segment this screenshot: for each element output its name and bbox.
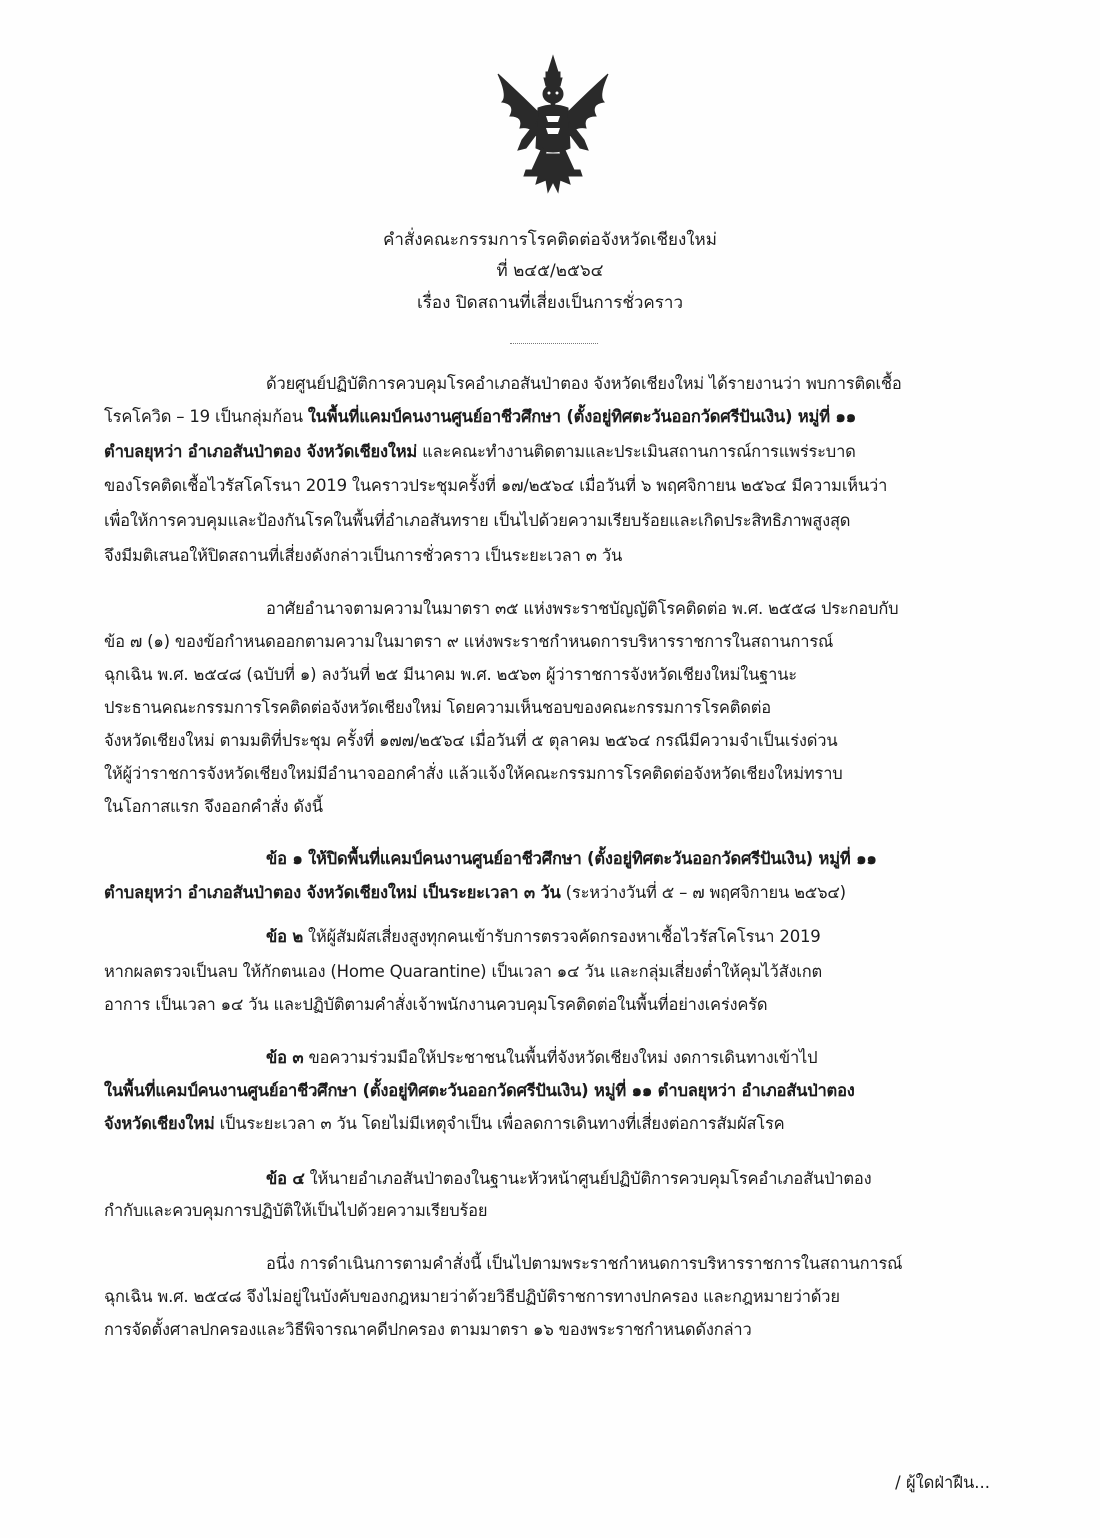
text-segment: ของโรคติดเชื้อไวรัสโคโรนา 2019 ในคราวประชุมครั้งที่ ๑๗/๒๕๖๔ เมื่อวันที่ ๖ พฤศจิกายน ๒๕๖๔ มีความเห็นว่า	[104, 476, 888, 495]
item1-line-1	[266, 848, 877, 870]
text-segment: จึงมีมติเสนอให้ปิดสถานที่เสี่ยงดังกล่าวเป็นการชั่วคราว เป็นระยะเวลา ๓ วัน	[104, 546, 623, 565]
text-segment-bold: ในพื้นที่แคมป์คนงานศูนย์อาชีวศึกษา (ตั้งอยู่ทิศตะวันออกวัดศรีปันเงิน) หมู่ที่ ๑๑ ตำบลยุหว่า อำเภอสันป่าตอง	[104, 1081, 855, 1100]
p1-line-6	[104, 545, 622, 567]
text-segment-bold: ในพื้นที่แคมป์คนงานศูนย์อาชีวศึกษา (ตั้งอยู่ทิศตะวันออกวัดศรีปันเงิน) หมู่ที่ ๑๑	[307, 407, 856, 426]
text-segment-bold: จังหวัดเชียงใหม่	[104, 1114, 215, 1133]
item4-line-1	[266, 1168, 872, 1190]
p1-line-4	[104, 475, 887, 497]
item3-line-3	[104, 1113, 785, 1135]
p2-line-7: ในโอกาสแรก จึงออกคำสั่ง ดังนี้	[104, 797, 323, 816]
p2-line-3: ฉุกเฉิน พ.ศ. ๒๕๔๘ (ฉบับที่ ๑) ลงวันที่ ๒๕ มีนาคม พ.ศ. ๒๕๖๓ ผู้ว่าราชการจังหวัดเชียงใหม่ในฐานะ	[104, 665, 797, 684]
p2-line-6: ให้ผู้ว่าราชการจังหวัดเชียงใหม่มีอำนาจออกคำสั่ง แล้วแจ้งให้คณะกรรมการโรคติดต่อจังหวัดเชียงใหม่ทราบ	[104, 764, 843, 783]
item-number: ข้อ ๔	[266, 1169, 305, 1188]
p2-line-2: ข้อ ๗ (๑) ของข้อกำหนดออกตามความในมาตรา ๙ แห่งพระราชกำหนดการบริหารราชการในสถานการณ์	[104, 632, 834, 651]
text-segment: อาการ เป็นเวลา ๑๔ วัน และปฏิบัติตามคำสั่งเจ้าพนักงานควบคุมโรคติดต่อในพื้นที่อย่างเคร่งครัด	[104, 995, 768, 1014]
header-divider	[510, 343, 598, 344]
p2-line-5: จังหวัดเชียงใหม่ ตามมติที่ประชุม ครั้งที่ ๑๗๗/๒๕๖๔ เมื่อวันที่ ๕ ตุลาคม ๒๕๖๔ กรณีมีความจำเป็นเร่งด่วน	[104, 731, 838, 750]
p-last-line-1: อนึ่ง การดำเนินการตามคำสั่งนี้ เป็นไปตามพระราชกำหนดการบริหารราชการในสถานการณ์	[266, 1254, 903, 1273]
item4-line-2	[104, 1200, 487, 1222]
item3-line-2	[104, 1080, 855, 1102]
text-segment: ขอความร่วมมือให้ประชาชนในพื้นที่จังหวัดเชียงใหม่ งดการเดินทางเข้าไป	[303, 1048, 818, 1067]
item-number: ข้อ ๒	[266, 927, 304, 946]
p1-line-1	[266, 373, 902, 395]
item2-line-2	[104, 961, 822, 983]
p-last-line-3: การจัดตั้งศาลปกครองและวิธีพิจารณาคดีปกครอง ตามมาตรา ๑๖ ของพระราชกำหนดดังกล่าว	[104, 1320, 752, 1339]
p1-line-5	[104, 510, 850, 532]
item-number: ข้อ ๓	[266, 1048, 304, 1067]
text-segment-bold: ข้อ ๑ ให้ปิดพื้นที่แคมป์คนงานศูนย์อาชีวศึกษา (ตั้งอยู่ทิศตะวันออกวัดศรีปันเงิน) หมู่ที่ ๑๑	[266, 849, 877, 868]
item3-line-1	[266, 1047, 817, 1069]
text-segment-bold: ตำบลยุหว่า อำเภอสันป่าตอง จังหวัดเชียงใหม่	[104, 442, 418, 461]
item1-line-2	[104, 882, 846, 904]
text-segment: และคณะทำงานติดตามและประเมินสถานการณ์การแพร่ระบาด	[417, 442, 856, 461]
p1-line-3	[104, 441, 856, 463]
p1-line-2	[104, 406, 856, 428]
text-segment: หากผลตรวจเป็นลบ ให้กักตนเอง (Home Quarantine) เป็นเวลา ๑๔ วัน และกลุ่มเสี่ยงต่ำให้คุมไว้สังเกต	[104, 962, 823, 981]
garuda-emblem-icon	[488, 52, 618, 200]
order-title: คำสั่งคณะกรรมการโรคติดต่อจังหวัดเชียงใหม่	[383, 230, 717, 250]
order-number: ที่ ๒๔๕/๒๕๖๔	[496, 261, 604, 281]
order-subject: เรื่อง ปิดสถานที่เสี่ยงเป็นการชั่วคราว	[416, 293, 684, 313]
text-segment: (ระหว่างวันที่ ๕ – ๗ พฤศจิกายน ๒๕๖๔)	[560, 883, 846, 902]
p2-line-1: อาศัยอำนาจตามความในมาตรา ๓๕ แห่งพระราชบัญญัติโรคติดต่อ พ.ศ. ๒๕๕๘ ประกอบกับ	[266, 599, 899, 618]
text-segment: โรคโควิด – 19 เป็นกลุ่มก้อน	[104, 407, 308, 426]
text-segment: ด้วยศูนย์ปฏิบัติการควบคุมโรคอำเภอสันป่าตอง จังหวัดเชียงใหม่ ได้รายงานว่า พบการติดเชื้อ	[266, 374, 902, 393]
text-segment-bold: ตำบลยุหว่า อำเภอสันป่าตอง จังหวัดเชียงใหม่ เป็นระยะเวลา ๓ วัน	[104, 883, 561, 902]
p2-line-4: ประธานคณะกรรมการโรคติดต่อจังหวัดเชียงใหม่ โดยความเห็นชอบของคณะกรรมการโรคติดต่อ	[104, 698, 771, 717]
text-segment: กำกับและควบคุมการปฏิบัติให้เป็นไปด้วยความเรียบร้อย	[104, 1201, 488, 1220]
continuation-note: / ผู้ใดฝ่าฝืน...	[895, 1473, 990, 1492]
p-last-line-2: ฉุกเฉิน พ.ศ. ๒๕๔๘ จึงไม่อยู่ในบังคับของกฎหมายว่าด้วยวิธีปฏิบัติราชการทางปกครอง และกฎหมายว่าด้วย	[104, 1287, 840, 1306]
item2-line-3	[104, 994, 767, 1016]
text-segment: ให้ผู้สัมผัสเสี่ยงสูงทุกคนเข้ารับการตรวจคัดกรองหาเชื้อไวรัสโคโรนา 2019	[303, 927, 821, 946]
text-segment: เพื่อให้การควบคุมและป้องกันโรคในพื้นที่อำเภอสันทราย เป็นไปด้วยความเรียบร้อยและเกิดประสิทธิภาพสูงสุด	[104, 511, 851, 530]
text-segment: เป็นระยะเวลา ๓ วัน โดยไม่มีเหตุจำเป็น เพื่อลดการเดินทางที่เสี่ยงต่อการสัมผัสโรค	[214, 1114, 785, 1133]
text-segment: ให้นายอำเภอสันป่าตองในฐานะหัวหน้าศูนย์ปฏิบัติการควบคุมโรคอำเภอสันป่าตอง	[304, 1169, 872, 1188]
item2-line-1	[266, 926, 821, 948]
